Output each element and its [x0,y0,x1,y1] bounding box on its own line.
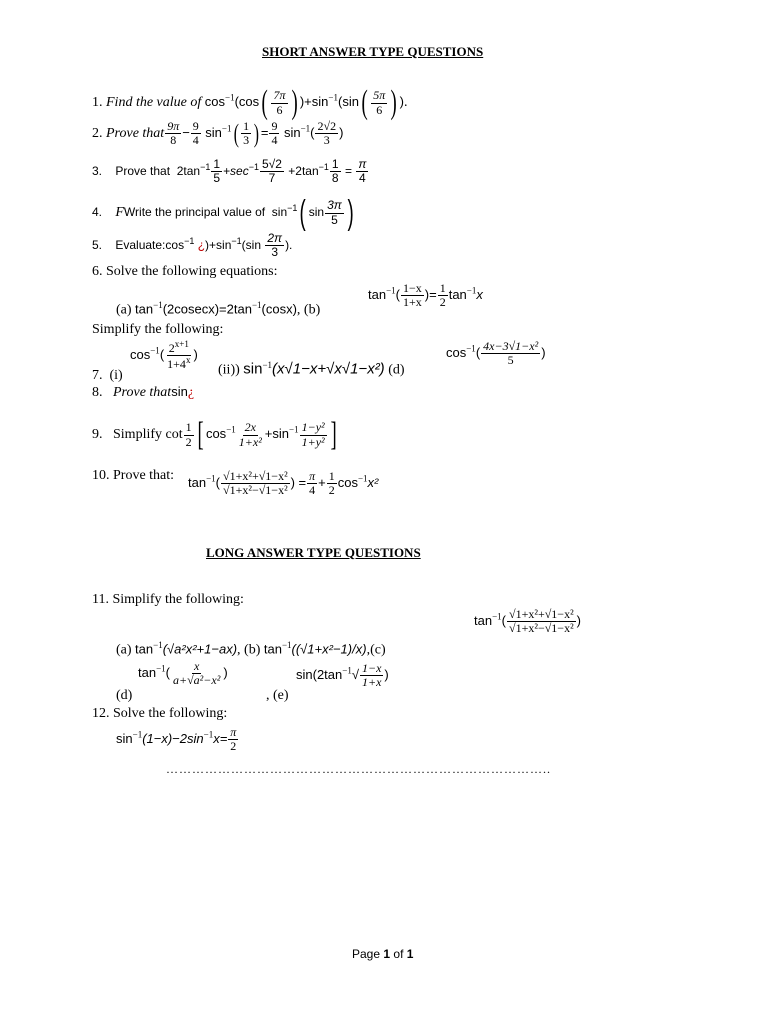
q1-text: Find the value of [106,95,202,111]
question-6 [92,264,277,280]
q3-number: 3. [92,163,103,178]
question-9: 9. Simplify cot $\frac{1}{2}$ [ $\cos^{-1}$ $\frac{2x}{\text{1+x²}}$ $+\sin^{-1}$ $\frac{\text{1−y²}}{\text{1+y²}}$ ] [92,416,337,453]
q5-text: Evaluate: [115,237,166,252]
question-11c: $\tan^{-1}$( $\frac{\text{√1+x²+√1−x²}}{\text{√1+x²−√1−x²}}$ ) [474,607,582,636]
q2-number: 2. [92,125,103,141]
q1-number: 1. [92,95,103,111]
dotted-line: …………………………………………………………………………….. [166,762,551,776]
q6-number: 6. [92,264,103,279]
question-12-expr: $\sin^{-1}(1-x)-2\sin^{-1}x=$ $\frac{\pi}{2}$ [116,725,237,754]
question-6a: (a) $\tan^{-1}(2cosecx)=2\tan^{-1}(\cos x)$, (b) [116,300,321,318]
question-11: 11. Simplify the following: [92,592,244,607]
question-7-d: $\cos^{-1}$( $\frac{\text{4x−3√1−x²}}{5}$ ) [446,339,546,368]
short-answer-heading: SHORT ANSWER TYPE QUESTIONS [262,44,484,59]
q3-text: Prove that [115,163,171,178]
question-11d-sep: , (e) [266,688,289,703]
question-5: 5. $Evaluate:\cos^{-1}$ ¿)$+\sin^{-1}(\sin$ $\frac{2\pi}{3}$ ). [92,231,293,260]
q2-text: Prove that [106,125,165,141]
page-footer: Page 1 of 1 [352,947,414,961]
question-11d-label: (d) [116,688,133,703]
question-11d-expr: $\tan^{-1}$( $\frac{x}{\text{a+√a²−x²}}$ ) [138,659,228,688]
question-1: 1. Find the value of $\cos^{-1}(\cos$( $\frac{7\pi}{6}$ ) )$+\sin^{-1}(\sin$( $\frac{5\pi}{6}$ ) ). [92,84,408,121]
question-11a: (a) $\tan^{-1}(√a^2x^2+1-ax)$, (b) $\tan^{-1}((√1+x^2-1)/x),(c)$ [116,640,386,658]
q6-text: Solve the following equations: [106,264,278,279]
question-7-i: $\cos^{-1}$( $\frac{2^{x+1}}{1+4^x}$ ) [130,339,198,372]
question-3: 3. Prove that $2\tan^{-1}$ $\frac{1}{5}$ $+\sec^{-1}$ $\frac{5√2}{7}$ $+2\tan^{-1}$ $\frac{1}{8}$ = $\frac{\pi}{4}$ [92,157,367,186]
long-answer-heading: LONG ANSWER TYPE QUESTIONS [206,545,421,560]
question-10-expr: $\tan^{-1}$( $\frac{\text{√1+x²+√1−x²}}{\text{√1+x²−√1−x²}}$ ) = $\frac{\pi}{4}$ + $\frac{1}{2}$ $\cos^{-1}x^2$ [188,469,379,498]
question-8: 8. Prove thatsin¿ [92,384,195,400]
question-7-ii: (ii)) $\sin^{-1}(x√1-x+√x√1-x^2)$ (d) [218,360,405,378]
question-4: 4. FWrite the principal value of $\sin^{-1}$( sin $\frac{3\pi}{5}$ ) [92,194,354,232]
q4-text: Write the principal value of [123,205,266,220]
question-2: 2. Prove that $\frac{9\pi}{8}$ − $\frac{9}{4}$ $\sin^{-1}$( $\frac{1}{3}$ ) = $\frac{9}{4}$ $\sin^{-1}$( $\frac{2√2}{3}$ ) [92,118,344,148]
question-7-label: 7. (i) [92,368,123,383]
question-6b: $\tan^{-1}$( $\frac{1-x}{1+x}$ )= $\frac{1}{2}$ $\tan^{-1}x$ [368,281,483,310]
q4-number: 4. [92,205,103,220]
question-12: 12. Solve the following: [92,706,228,721]
q5-number: 5. [92,237,103,252]
question-11e: $\sin(2\tan^{-1}√$ $\frac{1-x}{1+x}$ ) [296,661,389,690]
simplify-label: Simplify the following: [92,322,224,337]
question-10: 10. Prove that: [92,468,175,483]
